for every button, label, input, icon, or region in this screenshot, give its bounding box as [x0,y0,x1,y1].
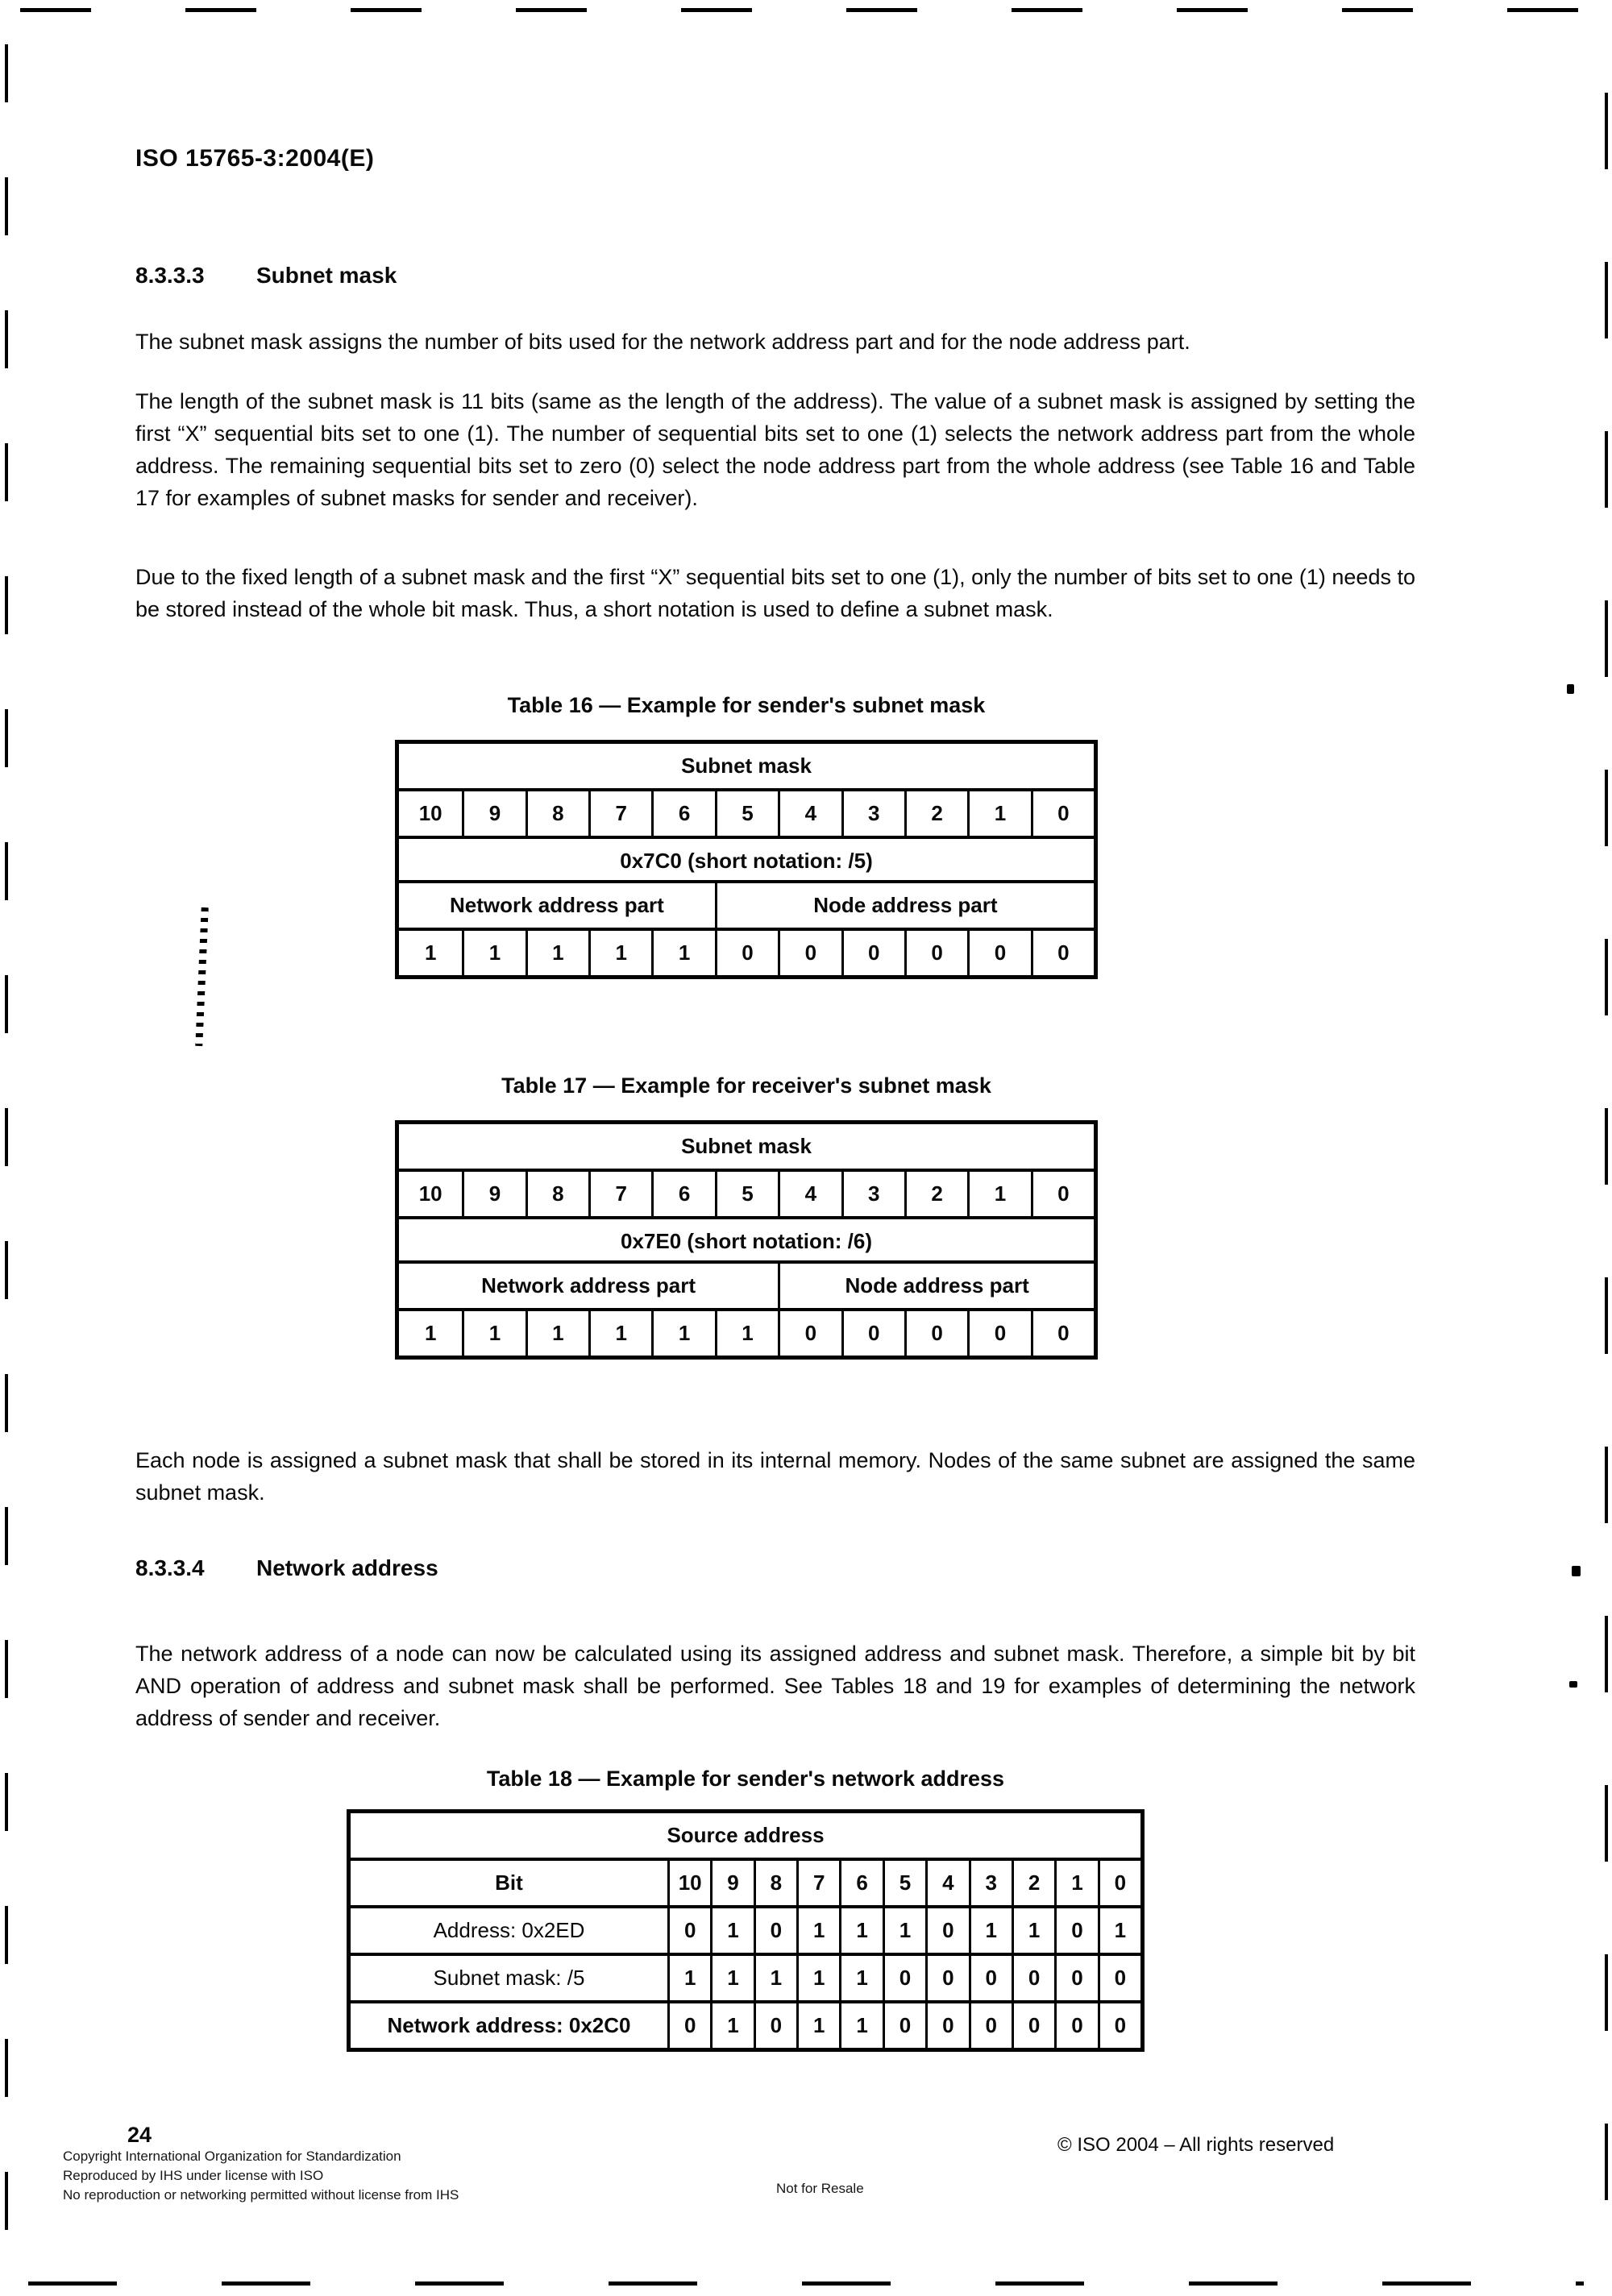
bit-cell: 0 [925,1908,968,1953]
rights-reserved-label: © ISO 2004 – All rights reserved [1057,2134,1335,2156]
bit-cell: 1 [651,1311,714,1356]
bit-cell: 7 [588,1172,651,1216]
bit-cell: 1 [424,940,437,965]
bit-cell: 1 [883,1908,925,1953]
bit-cell: 9 [462,791,525,836]
copyright-line: No reproduction or networking permitted without license from IHS [63,2187,459,2203]
bit-cell: 1 [796,1908,839,1953]
bit-cell: 1 [796,2003,839,2048]
bit-cell: 1 [754,1956,796,2000]
table18-header: Source address [667,1823,825,1847]
paragraph: The network address of a node can now be calculated using its assigned address and subnet mask. Therefore, a simple bit by bit AND operation of address and subnet mask shall be performed. See Tables 18 and 19 for examples of determining the network address of sender and receiver. [135,1642,1415,1730]
table16-senders-subnet-mask [395,740,1098,979]
bit-cell: 4 [925,1861,968,1905]
table17-bit-labels-row [399,1169,1094,1216]
table16-header: Subnet mask [681,754,812,778]
bit-cell: 0 [778,931,841,975]
bit-cell: 1 [969,1908,1012,1953]
bit-cell: 2 [904,1172,967,1216]
table17-caption: Table 17 — Example for receiver's subnet mask [501,1073,991,1098]
bit-cell: 0 [1098,1861,1140,1905]
table18-bit-row [351,1858,1140,1905]
bit-cell: 1 [651,931,714,975]
bit-cell: 1 [462,931,525,975]
bit-cell: 1 [526,931,588,975]
bit-cell: 4 [778,1172,841,1216]
bit-cell: 0 [1031,791,1094,836]
bit-cell: 10 [667,1861,710,1905]
bit-cell: 0 [667,1908,710,1953]
bit-cell: 0 [1012,1956,1054,2000]
copyright-line: Copyright International Organization for Standardization [63,2149,401,2164]
section-number: 8.3.3.3 [135,263,205,288]
bit-cell: 0 [1098,1956,1140,2000]
bit-cell: 8 [526,1172,588,1216]
scan-artifact-bottom-edge [28,2281,1584,2286]
scan-artifact-left-edge [5,44,8,2261]
table18-caption: Table 18 — Example for sender's network address [486,1767,1005,1791]
bit-cell: 0 [841,931,904,975]
bit-cell: 0 [925,1956,968,2000]
bit-cell: 3 [969,1861,1012,1905]
bit-cell: 3 [841,1172,904,1216]
section-title: Subnet mask [256,263,397,288]
bit-cell: 1 [710,1956,753,2000]
section-heading-8334 [135,1555,438,1581]
bit-cell: 0 [969,1956,1012,2000]
not-for-resale-label: Not for Resale [776,2181,864,2196]
bit-cell: 1 [839,2003,882,2048]
section-number: 8.3.3.4 [135,1555,205,1580]
bit-cell: 2 [904,791,967,836]
bit-cell: 0 [754,2003,796,2048]
page-number: 24 [127,2123,152,2147]
bit-cell: 8 [526,791,588,836]
bit-cell: 1 [424,1321,437,1345]
section-heading-8333 [135,263,397,289]
paragraph: Each node is assigned a subnet mask that shall be stored in its internal memory. Nodes of the same subnet are assigned the same subnet mask. [135,1448,1415,1505]
bit-cell: 0 [1012,2003,1054,2048]
bit-cell: 1 [796,1956,839,2000]
table16-bit-labels-row [399,788,1094,836]
bit-cell: 0 [967,931,1030,975]
table16-notation: 0x7C0 (short notation: /5) [399,836,1094,880]
bit-cell: 6 [651,1172,714,1216]
bit-cell: 6 [839,1861,882,1905]
bit-cell: 0 [1098,2003,1140,2048]
row-label: Network address: 0x2C0 [387,2013,631,2037]
network-address-part-label: Network address part [481,1273,696,1297]
bit-cell: 0 [841,1311,904,1356]
paragraph: The subnet mask assigns the number of bits used for the network address part and for the node address part. [135,330,1190,354]
bit-cell: 1 [1054,1861,1097,1905]
bit-cell: 1 [710,2003,753,2048]
bit-cell: 0 [1031,1172,1094,1216]
bit-cell: 0 [1054,1956,1097,2000]
row-label: Address: 0x2ED [433,1918,585,1942]
bit-cell: 5 [883,1861,925,1905]
table17-bit-values-row [399,1308,1094,1356]
bit-cell: 0 [883,2003,925,2048]
bit-cell: 1 [715,1311,778,1356]
row-label: Subnet mask: /5 [433,1966,585,1990]
bit-cell: 7 [588,791,651,836]
bit-cell: 1 [667,1956,710,2000]
scan-artifact-top-edge [20,8,1588,12]
bit-cell: 0 [1054,2003,1097,2048]
bit-cell: 1 [967,791,1030,836]
scan-artifact-speck [1567,684,1574,694]
bit-cell: 9 [710,1861,753,1905]
bit-cell: 4 [778,791,841,836]
bit-cell: 10 [418,1181,442,1206]
bit-cell: 0 [883,1956,925,2000]
table18-subnet-mask-row [351,1953,1140,2000]
copyright-line: Reproduced by IHS under license with ISO [63,2168,324,2183]
paragraph: Due to the fixed length of a subnet mask and the first “X” sequential bits set to one (1), only the number of bits set to one (1) needs to be stored instead of the whole bit mask. Thus, a short notation is used to define a subnet mask. [135,565,1415,621]
section-title: Network address [256,1555,438,1580]
bit-cell: 0 [778,1311,841,1356]
table18-address-row [351,1905,1140,1953]
node-address-part-label: Node address part [778,1264,1094,1308]
bit-cell: 0 [904,931,967,975]
table17-notation: 0x7E0 (short notation: /6) [399,1216,1094,1260]
bit-cell: 1 [967,1172,1030,1216]
bit-cell: 1 [839,1908,882,1953]
table17-receivers-subnet-mask [395,1120,1098,1360]
bit-cell: 8 [754,1861,796,1905]
bit-cell: 1 [526,1311,588,1356]
scan-artifact-speck [1572,1566,1581,1576]
bit-cell: 9 [462,1172,525,1216]
network-address-part-label: Network address part [449,893,664,917]
bit-cell: 7 [796,1861,839,1905]
scan-artifact-right-edge [1605,93,1608,2261]
bit-cell: 5 [715,791,778,836]
bit-cell: 0 [1031,931,1094,975]
bit-cell: 5 [715,1172,778,1216]
bit-cell: 1 [462,1311,525,1356]
bit-cell: 10 [418,801,442,825]
bit-cell: 2 [1012,1861,1054,1905]
bit-cell: 1 [839,1956,882,2000]
bit-cell: 0 [667,2003,710,2048]
bit-cell: 1 [1098,1908,1140,1953]
document-reference-header: ISO 15765-3:2004(E) [135,145,375,172]
bit-cell: 1 [1012,1908,1054,1953]
bit-cell: 0 [1031,1311,1094,1356]
table18-senders-network-address [347,1809,1145,2052]
table16-caption: Table 16 — Example for sender's subnet mask [507,693,986,717]
bit-cell: 0 [967,1311,1030,1356]
node-address-part-label: Node address part [715,883,1094,928]
table16-parts-row [399,880,1094,928]
row-label: Bit [495,1870,523,1895]
table17-parts-row [399,1260,1094,1308]
bit-cell: 0 [715,931,778,975]
scan-artifact-speck [1569,1681,1577,1688]
bit-cell: 6 [651,791,714,836]
table16-bit-values-row [399,928,1094,975]
paragraph: The length of the subnet mask is 11 bits (same as the length of the address). The value of a subnet mask is assigned by setting the first “X” sequential bits set to one (1). The number of sequential bits set to one (1) selects the network address part from the whole address. The remaining sequential bits set to zero (0) select the node address part from the whole address (see Table 16 and Table 17 for examples of subnet masks for sender and receiver). [135,389,1415,510]
bit-cell: 1 [588,931,651,975]
bit-cell: 3 [841,791,904,836]
table17-header: Subnet mask [681,1134,812,1158]
table18-network-address-row [351,2000,1140,2048]
bit-cell: 1 [588,1311,651,1356]
bit-cell: 0 [925,2003,968,2048]
scan-artifact-squiggle [195,907,208,1046]
bit-cell: 0 [754,1908,796,1953]
bit-cell: 1 [710,1908,753,1953]
bit-cell: 0 [1054,1908,1097,1953]
bit-cell: 0 [904,1311,967,1356]
bit-cell: 0 [969,2003,1012,2048]
copyright-block [63,2147,459,2205]
